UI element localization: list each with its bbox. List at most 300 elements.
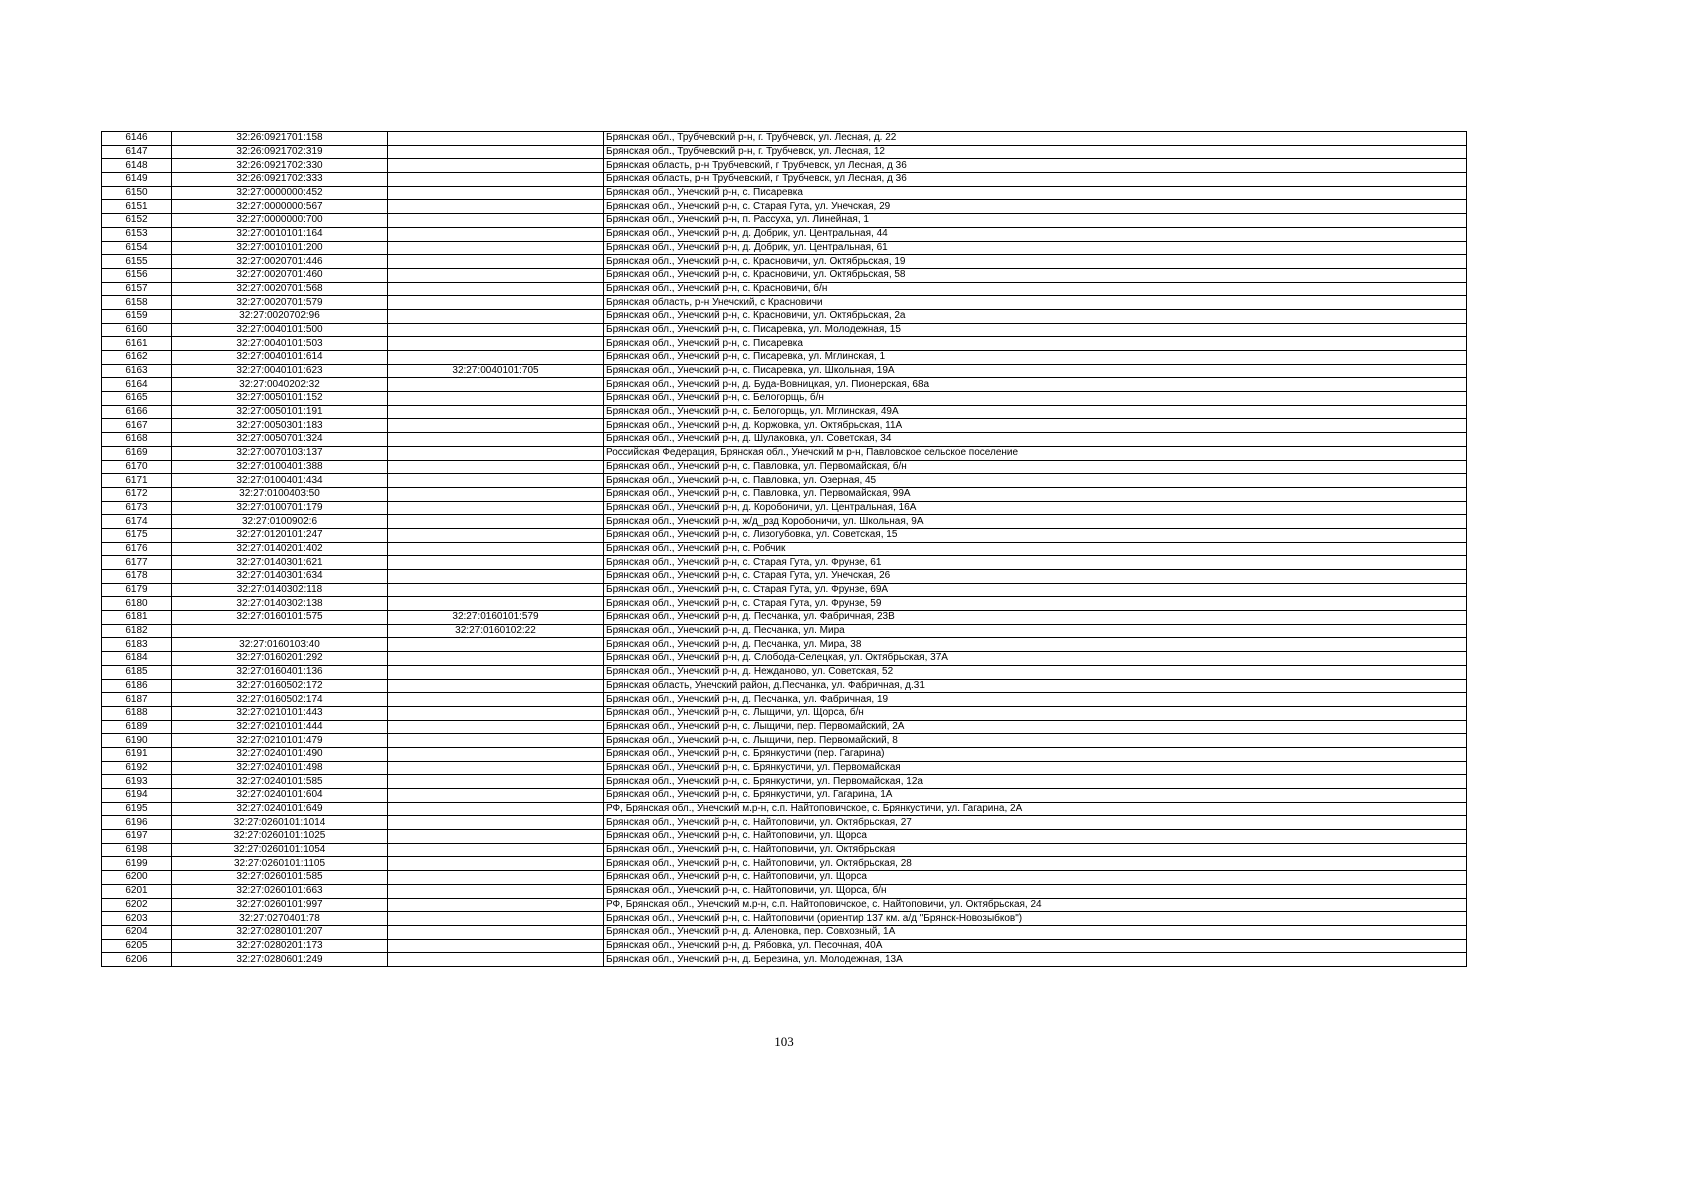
address: Брянская область, р-н Унечский, с Красновичи — [604, 296, 1467, 310]
address: Брянская область, Унечский район, д.Песчанка, ул. Фабричная, д.31 — [604, 679, 1467, 693]
cadastral-number: 32:27:0100403:50 — [172, 487, 388, 501]
linked-cadastral-number — [388, 323, 604, 337]
address: Брянская обл., Унечский р-н, с. Найтоповичи, ул. Щорса, б/н — [604, 884, 1467, 898]
address: Брянская обл., Унечский р-н, с. Писаревка — [604, 337, 1467, 351]
cadastral-number: 32:27:0020701:568 — [172, 282, 388, 296]
cadastral-number: 32:27:0160502:172 — [172, 679, 388, 693]
cadastral-number: 32:27:0260101:1105 — [172, 857, 388, 871]
linked-cadastral-number — [388, 570, 604, 584]
linked-cadastral-number — [388, 474, 604, 488]
address: Брянская обл., Унечский р-н, д. Песчанка, ул. Мира, 38 — [604, 638, 1467, 652]
cadastral-number: 32:27:0140301:634 — [172, 570, 388, 584]
linked-cadastral-number — [388, 296, 604, 310]
address: Брянская обл., Унечский р-н, с. Белогорщь, ул. Мглинская, 49А — [604, 405, 1467, 419]
register-body — [102, 132, 1467, 967]
address: Брянская обл., Унечский р-н, с. Найтоповичи, ул. Октябрьская, 27 — [604, 816, 1467, 830]
row-number: 6153 — [102, 227, 172, 241]
linked-cadastral-number — [388, 775, 604, 789]
row-number: 6173 — [102, 501, 172, 515]
address: Брянская обл., Унечский р-н, с. Брянкустичи (пер. Гагарина) — [604, 747, 1467, 761]
linked-cadastral-number — [388, 843, 604, 857]
cadastral-number: 32:27:0100401:434 — [172, 474, 388, 488]
row-number: 6200 — [102, 871, 172, 885]
row-number: 6146 — [102, 132, 172, 146]
table-row — [102, 857, 1467, 871]
cadastral-number: 32:27:0140302:138 — [172, 597, 388, 611]
row-number: 6180 — [102, 597, 172, 611]
row-number: 6162 — [102, 351, 172, 365]
cadastral-number: 32:27:0020701:579 — [172, 296, 388, 310]
row-number: 6189 — [102, 720, 172, 734]
row-number: 6181 — [102, 611, 172, 625]
linked-cadastral-number — [388, 638, 604, 652]
table-row — [102, 747, 1467, 761]
row-number: 6178 — [102, 570, 172, 584]
cadastral-number: 32:27:0240101:490 — [172, 747, 388, 761]
address: Брянская обл., Унечский р-н, д. Коржовка, ул. Октябрьская, 11А — [604, 419, 1467, 433]
table-row — [102, 720, 1467, 734]
table-row — [102, 392, 1467, 406]
cadastral-number: 32:27:0010101:164 — [172, 227, 388, 241]
address: Брянская обл., Унечский р-н, с. Старая Гута, ул. Унечская, 26 — [604, 570, 1467, 584]
row-number: 6170 — [102, 460, 172, 474]
address: Брянская обл., Унечский р-н, с. Белогорщь, б/н — [604, 392, 1467, 406]
cadastral-number: 32:27:0210101:443 — [172, 706, 388, 720]
table-row — [102, 706, 1467, 720]
row-number: 6184 — [102, 652, 172, 666]
row-number: 6176 — [102, 542, 172, 556]
linked-cadastral-number — [388, 227, 604, 241]
cadastral-number: 32:27:0140302:118 — [172, 583, 388, 597]
linked-cadastral-number — [388, 789, 604, 803]
row-number: 6191 — [102, 747, 172, 761]
linked-cadastral-number — [388, 309, 604, 323]
cadastral-number: 32:27:0050101:191 — [172, 405, 388, 419]
table-row — [102, 830, 1467, 844]
address: Брянская обл., Унечский р-н, ж/д_рзд Коробоничи, ул. Школьная, 9А — [604, 515, 1467, 529]
row-number: 6148 — [102, 159, 172, 173]
table-row — [102, 570, 1467, 584]
table-row — [102, 611, 1467, 625]
linked-cadastral-number — [388, 337, 604, 351]
cadastral-number: 32:27:0160103:40 — [172, 638, 388, 652]
table-row — [102, 912, 1467, 926]
linked-cadastral-number — [388, 378, 604, 392]
table-row — [102, 652, 1467, 666]
address: Брянская обл., Унечский р-н, д. Рябовка, ул. Песочная, 40А — [604, 939, 1467, 953]
address: Брянская обл., Унечский р-н, с. Красновичи, ул. Октябрьская, 58 — [604, 268, 1467, 282]
table-row — [102, 816, 1467, 830]
cadastral-number: 32:27:0050301:183 — [172, 419, 388, 433]
linked-cadastral-number — [388, 939, 604, 953]
address: Брянская обл., Унечский р-н, с. Красновичи, б/н — [604, 282, 1467, 296]
linked-cadastral-number — [388, 816, 604, 830]
cadastral-number: 32:27:0070103:137 — [172, 446, 388, 460]
address: Брянская обл., Унечский р-н, д. Песчанка, ул. Мира — [604, 624, 1467, 638]
cadastral-number: 32:27:0020701:446 — [172, 255, 388, 269]
cadastral-number: 32:27:0280601:249 — [172, 953, 388, 967]
linked-cadastral-number — [388, 734, 604, 748]
row-number: 6165 — [102, 392, 172, 406]
table-row — [102, 268, 1467, 282]
linked-cadastral-number — [388, 132, 604, 146]
table-row — [102, 378, 1467, 392]
linked-cadastral-number — [388, 528, 604, 542]
address: Брянская обл., Унечский р-н, с. Красновичи, ул. Октябрьская, 2а — [604, 309, 1467, 323]
address: Брянская обл., Унечский р-н, с. Робчик — [604, 542, 1467, 556]
cadastral-number: 32:27:0100902:6 — [172, 515, 388, 529]
table-row — [102, 460, 1467, 474]
row-number: 6186 — [102, 679, 172, 693]
linked-cadastral-number — [388, 953, 604, 967]
linked-cadastral-number — [388, 720, 604, 734]
cadastral-number: 32:27:0040101:623 — [172, 364, 388, 378]
row-number: 6151 — [102, 200, 172, 214]
page-number: 103 — [774, 1034, 794, 1049]
row-number: 6164 — [102, 378, 172, 392]
linked-cadastral-number — [388, 912, 604, 926]
cadastral-number: 32:26:0921701:158 — [172, 132, 388, 146]
table-row — [102, 693, 1467, 707]
row-number: 6169 — [102, 446, 172, 460]
linked-cadastral-number — [388, 501, 604, 515]
cadastral-number: 32:27:0000000:452 — [172, 186, 388, 200]
linked-cadastral-number — [388, 487, 604, 501]
address: Брянская обл., Унечский р-н, с. Старая Гута, ул. Фрунзе, 69А — [604, 583, 1467, 597]
table-row — [102, 296, 1467, 310]
linked-cadastral-number — [388, 159, 604, 173]
linked-cadastral-number — [388, 351, 604, 365]
table-row — [102, 802, 1467, 816]
register-table — [101, 131, 1467, 967]
linked-cadastral-number — [388, 433, 604, 447]
address: Брянская обл., Унечский р-н, п. Рассуха, ул. Линейная, 1 — [604, 214, 1467, 228]
cadastral-number: 32:27:0040101:500 — [172, 323, 388, 337]
table-row — [102, 939, 1467, 953]
cadastral-number: 32:27:0160201:292 — [172, 652, 388, 666]
table-row — [102, 597, 1467, 611]
cadastral-number: 32:27:0050701:324 — [172, 433, 388, 447]
table-row — [102, 419, 1467, 433]
cadastral-number: 32:27:0210101:444 — [172, 720, 388, 734]
table-row — [102, 214, 1467, 228]
table-row — [102, 487, 1467, 501]
address: Брянская обл., Унечский р-н, с. Найтоповичи, ул. Октябрьская, 28 — [604, 857, 1467, 871]
table-row — [102, 843, 1467, 857]
table-row — [102, 474, 1467, 488]
cadastral-number: 32:27:0280201:173 — [172, 939, 388, 953]
table-row — [102, 624, 1467, 638]
linked-cadastral-number — [388, 542, 604, 556]
cadastral-number: 32:27:0240101:649 — [172, 802, 388, 816]
table-row — [102, 323, 1467, 337]
table-row — [102, 200, 1467, 214]
cadastral-number: 32:27:0260101:1054 — [172, 843, 388, 857]
cadastral-number: 32:27:0000000:567 — [172, 200, 388, 214]
table-row — [102, 186, 1467, 200]
address: Брянская обл., Унечский р-н, д. Песчанка, ул. Фабричная, 23В — [604, 611, 1467, 625]
address: Брянская обл., Унечский р-н, с. Писаревка, ул. Мглинская, 1 — [604, 351, 1467, 365]
linked-cadastral-number — [388, 884, 604, 898]
linked-cadastral-number — [388, 706, 604, 720]
address: Брянская обл., Унечский р-н, с. Брянкустичи, ул. Гагарина, 1А — [604, 789, 1467, 803]
cadastral-number: 32:27:0050101:152 — [172, 392, 388, 406]
row-number: 6196 — [102, 816, 172, 830]
address: РФ, Брянская обл., Унечский м.р-н, с.п. Найтоповичское, с. Брянкустичи, ул. Гагарина, 2А — [604, 802, 1467, 816]
row-number: 6188 — [102, 706, 172, 720]
cadastral-number: 32:27:0160502:174 — [172, 693, 388, 707]
row-number: 6171 — [102, 474, 172, 488]
table-row — [102, 515, 1467, 529]
row-number: 6194 — [102, 789, 172, 803]
cadastral-number: 32:27:0260101:663 — [172, 884, 388, 898]
row-number: 6156 — [102, 268, 172, 282]
cadastral-number: 32:27:0040202:32 — [172, 378, 388, 392]
cadastral-number — [172, 624, 388, 638]
table-row — [102, 433, 1467, 447]
cadastral-number: 32:27:0020702:96 — [172, 309, 388, 323]
linked-cadastral-number — [388, 871, 604, 885]
linked-cadastral-number — [388, 857, 604, 871]
address: Брянская обл., Унечский р-н, с. Павловка, ул. Озерная, 45 — [604, 474, 1467, 488]
linked-cadastral-number — [388, 679, 604, 693]
address: Брянская обл., Унечский р-н, с. Писаревка — [604, 186, 1467, 200]
table-row — [102, 679, 1467, 693]
row-number: 6168 — [102, 433, 172, 447]
linked-cadastral-number — [388, 186, 604, 200]
address: Брянская обл., Унечский р-н, с. Писаревка, ул. Молодежная, 15 — [604, 323, 1467, 337]
address: Брянская обл., Унечский р-н, с. Лизогубовка, ул. Советская, 15 — [604, 528, 1467, 542]
row-number: 6177 — [102, 556, 172, 570]
cadastral-number: 32:27:0100701:179 — [172, 501, 388, 515]
table-row — [102, 405, 1467, 419]
table-row — [102, 775, 1467, 789]
linked-cadastral-number — [388, 665, 604, 679]
linked-cadastral-number — [388, 747, 604, 761]
table-row — [102, 871, 1467, 885]
cadastral-number: 32:26:0921702:330 — [172, 159, 388, 173]
address: Брянская обл., Унечский р-н, с. Старая Гута, ул. Унечская, 29 — [604, 200, 1467, 214]
address: Брянская обл., Трубчевский р-н, г. Трубчевск, ул. Лесная, д. 22 — [604, 132, 1467, 146]
address: Брянская обл., Унечский р-н, д. Добрик, ул. Центральная, 61 — [604, 241, 1467, 255]
linked-cadastral-number — [388, 583, 604, 597]
table-row — [102, 542, 1467, 556]
cadastral-number: 32:27:0100401:388 — [172, 460, 388, 474]
table-row — [102, 337, 1467, 351]
address: Брянская обл., Унечский р-н, с. Брянкустичи, ул. Первомайская — [604, 761, 1467, 775]
linked-cadastral-number: 32:27:0160102:22 — [388, 624, 604, 638]
address: Брянская обл., Унечский р-н, д. Песчанка, ул. Фабричная, 19 — [604, 693, 1467, 707]
linked-cadastral-number — [388, 392, 604, 406]
linked-cadastral-number — [388, 925, 604, 939]
row-number: 6204 — [102, 925, 172, 939]
table-row — [102, 665, 1467, 679]
cadastral-number: 32:26:0921702:319 — [172, 145, 388, 159]
address: Брянская обл., Унечский р-н, д. Березина, ул. Молодежная, 13А — [604, 953, 1467, 967]
cadastral-number: 32:27:0120101:247 — [172, 528, 388, 542]
row-number: 6193 — [102, 775, 172, 789]
table-row — [102, 227, 1467, 241]
linked-cadastral-number — [388, 802, 604, 816]
address: Брянская обл., Унечский р-н, с. Найтоповичи (ориентир 137 км. а/д "Брянск-Новозыбков") — [604, 912, 1467, 926]
address: Брянская обл., Трубчевский р-н, г. Трубчевск, ул. Лесная, 12 — [604, 145, 1467, 159]
table-row — [102, 638, 1467, 652]
row-number: 6203 — [102, 912, 172, 926]
cadastral-number: 32:27:0240101:498 — [172, 761, 388, 775]
row-number: 6206 — [102, 953, 172, 967]
address: Брянская обл., Унечский р-н, д. Коробоничи, ул. Центральная, 16А — [604, 501, 1467, 515]
address: Брянская обл., Унечский р-н, д. Добрик, ул. Центральная, 44 — [604, 227, 1467, 241]
address: Брянская обл., Унечский р-н, с. Лыщичи, пер. Первомайский, 2А — [604, 720, 1467, 734]
row-number: 6157 — [102, 282, 172, 296]
table-row — [102, 132, 1467, 146]
table-row — [102, 364, 1467, 378]
address: Брянская обл., Унечский р-н, с. Брянкустичи, ул. Первомайская, 12а — [604, 775, 1467, 789]
linked-cadastral-number — [388, 200, 604, 214]
linked-cadastral-number — [388, 761, 604, 775]
cadastral-number: 32:27:0210101:479 — [172, 734, 388, 748]
row-number: 6192 — [102, 761, 172, 775]
cadastral-number: 32:27:0020701:460 — [172, 268, 388, 282]
row-number: 6150 — [102, 186, 172, 200]
row-number: 6197 — [102, 830, 172, 844]
row-number: 6167 — [102, 419, 172, 433]
table-row — [102, 556, 1467, 570]
row-number: 6205 — [102, 939, 172, 953]
address: Брянская обл., Унечский р-н, д. Аленовка, пер. Совхозный, 1А — [604, 925, 1467, 939]
cadastral-number: 32:27:0040101:503 — [172, 337, 388, 351]
cadastral-number: 32:27:0160401:136 — [172, 665, 388, 679]
cadastral-number: 32:27:0270401:78 — [172, 912, 388, 926]
table-row — [102, 446, 1467, 460]
row-number: 6185 — [102, 665, 172, 679]
linked-cadastral-number: 32:27:0040101:705 — [388, 364, 604, 378]
cadastral-number: 32:27:0140201:402 — [172, 542, 388, 556]
table-row — [102, 734, 1467, 748]
row-number: 6198 — [102, 843, 172, 857]
row-number: 6201 — [102, 884, 172, 898]
row-number: 6183 — [102, 638, 172, 652]
linked-cadastral-number — [388, 460, 604, 474]
row-number: 6199 — [102, 857, 172, 871]
linked-cadastral-number — [388, 145, 604, 159]
row-number: 6155 — [102, 255, 172, 269]
table-row — [102, 145, 1467, 159]
row-number: 6166 — [102, 405, 172, 419]
row-number: 6147 — [102, 145, 172, 159]
table-row — [102, 925, 1467, 939]
linked-cadastral-number — [388, 652, 604, 666]
row-number: 6182 — [102, 624, 172, 638]
linked-cadastral-number — [388, 446, 604, 460]
row-number: 6152 — [102, 214, 172, 228]
row-number: 6158 — [102, 296, 172, 310]
address: Брянская обл., Унечский р-н, с. Старая Гута, ул. Фрунзе, 61 — [604, 556, 1467, 570]
address: Брянская обл., Унечский р-н, д. Нежданово, ул. Советская, 52 — [604, 665, 1467, 679]
address: Брянская обл., Унечский р-н, с. Найтоповичи, ул. Октябрьская — [604, 843, 1467, 857]
address: Брянская обл., Унечский р-н, д. Буда-Вовницкая, ул. Пионерская, 68а — [604, 378, 1467, 392]
address: Брянская область, р-н Трубчевский, г Трубчевск, ул Лесная, д 36 — [604, 159, 1467, 173]
linked-cadastral-number — [388, 693, 604, 707]
linked-cadastral-number — [388, 255, 604, 269]
table-row — [102, 761, 1467, 775]
linked-cadastral-number — [388, 830, 604, 844]
cadastral-number: 32:27:0240101:604 — [172, 789, 388, 803]
cadastral-number: 32:27:0010101:200 — [172, 241, 388, 255]
linked-cadastral-number — [388, 268, 604, 282]
address: Брянская область, р-н Трубчевский, г Трубчевск, ул Лесная, д 36 — [604, 173, 1467, 187]
row-number: 6159 — [102, 309, 172, 323]
table-row — [102, 173, 1467, 187]
table-row — [102, 501, 1467, 515]
table-row — [102, 255, 1467, 269]
row-number: 6195 — [102, 802, 172, 816]
linked-cadastral-number — [388, 282, 604, 296]
linked-cadastral-number — [388, 898, 604, 912]
row-number: 6190 — [102, 734, 172, 748]
address: Брянская обл., Унечский р-н, с. Лыщичи, ул. Щорса, б/н — [604, 706, 1467, 720]
table-row — [102, 282, 1467, 296]
table-row — [102, 159, 1467, 173]
cadastral-number: 32:27:0240101:585 — [172, 775, 388, 789]
linked-cadastral-number — [388, 241, 604, 255]
cadastral-number: 32:27:0040101:614 — [172, 351, 388, 365]
table-row — [102, 241, 1467, 255]
linked-cadastral-number — [388, 405, 604, 419]
address: Брянская обл., Унечский р-н, д. Шулаковка, ул. Советская, 34 — [604, 433, 1467, 447]
address: Брянская обл., Унечский р-н, с. Павловка, ул. Первомайская, б/н — [604, 460, 1467, 474]
address: Брянская обл., Унечский р-н, с. Найтоповичи, ул. Щорса — [604, 830, 1467, 844]
row-number: 6160 — [102, 323, 172, 337]
address: Брянская обл., Унечский р-н, с. Найтоповичи, ул. Щорса — [604, 871, 1467, 885]
row-number: 6163 — [102, 364, 172, 378]
address: РФ, Брянская обл., Унечский м.р-н, с.п. Найтоповичское, с. Найтоповичи, ул. Октябрьская, 24 — [604, 898, 1467, 912]
table-row — [102, 528, 1467, 542]
address: Брянская обл., Унечский р-н, с. Старая Гута, ул. Фрунзе, 59 — [604, 597, 1467, 611]
address: Брянская обл., Унечский р-н, д. Слобода-Селецкая, ул. Октябрьская, 37А — [604, 652, 1467, 666]
address: Брянская обл., Унечский р-н, с. Красновичи, ул. Октябрьская, 19 — [604, 255, 1467, 269]
row-number: 6179 — [102, 583, 172, 597]
cadastral-number: 32:27:0000000:700 — [172, 214, 388, 228]
cadastral-number: 32:27:0280101:207 — [172, 925, 388, 939]
linked-cadastral-number — [388, 173, 604, 187]
row-number: 6174 — [102, 515, 172, 529]
cadastral-number: 32:27:0160101:575 — [172, 611, 388, 625]
table-row — [102, 351, 1467, 365]
table-row — [102, 789, 1467, 803]
address: Брянская обл., Унечский р-н, с. Павловка, ул. Первомайская, 99А — [604, 487, 1467, 501]
address: Брянская обл., Унечский р-н, с. Лыщичи, пер. Первомайский, 8 — [604, 734, 1467, 748]
linked-cadastral-number — [388, 419, 604, 433]
row-number: 6154 — [102, 241, 172, 255]
table-row — [102, 583, 1467, 597]
row-number: 6175 — [102, 528, 172, 542]
table-row — [102, 898, 1467, 912]
row-number: 6202 — [102, 898, 172, 912]
table-row — [102, 953, 1467, 967]
linked-cadastral-number — [388, 597, 604, 611]
address: Брянская обл., Унечский р-н, с. Писаревка, ул. Школьная, 19А — [604, 364, 1467, 378]
linked-cadastral-number — [388, 214, 604, 228]
cadastral-number: 32:27:0260101:1025 — [172, 830, 388, 844]
table-row — [102, 309, 1467, 323]
linked-cadastral-number — [388, 556, 604, 570]
linked-cadastral-number: 32:27:0160101:579 — [388, 611, 604, 625]
row-number: 6187 — [102, 693, 172, 707]
table-row — [102, 884, 1467, 898]
cadastral-number: 32:27:0260101:997 — [172, 898, 388, 912]
address: Российская Федерация, Брянская обл., Унечский м р-н, Павловское сельское поселение — [604, 446, 1467, 460]
